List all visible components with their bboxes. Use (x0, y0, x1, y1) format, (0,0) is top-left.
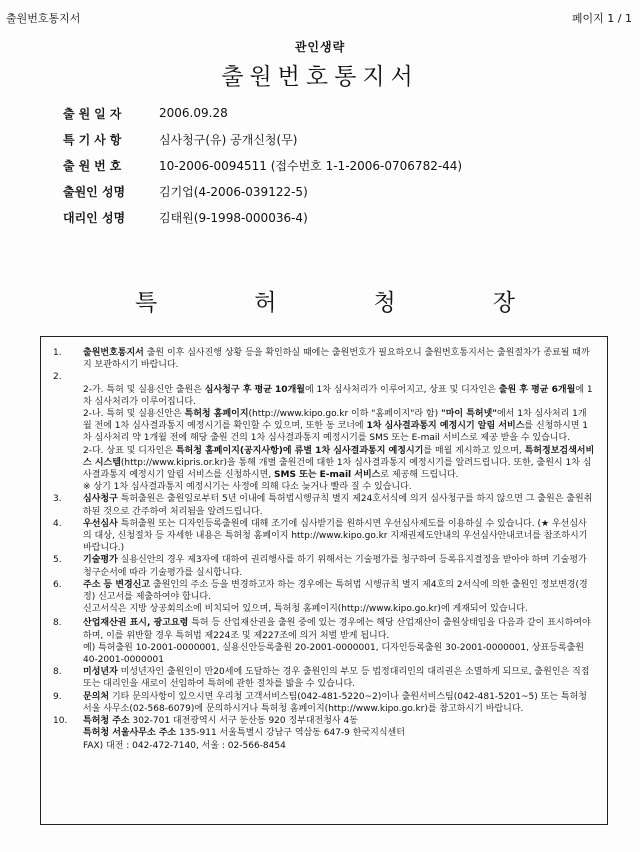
field-value: 10-2006-0094511 (접수번호 1-1-2006-0706782-44) (159, 158, 463, 173)
item-text: 출원 이후 심사진행 상황 등을 확인하실 때에는 출원번호가 필요하오니 출원번호통지서는 출원절차가 종료될 때까지 보관하시기 바랍니다. (83, 348, 590, 371)
notice-item (53, 666, 595, 690)
item-number: 10. (53, 716, 68, 727)
item-text: 신고서식은 지방 상공회의소에 비치되어 있으며, 특허청 홈페이지(http://www.kipo.go.kr)에 게재되어 있습니다. (83, 604, 528, 615)
notice-item (53, 715, 595, 752)
item-text: 로 제공해 드립니다. (380, 470, 459, 481)
document-title: 출원번호통지서 (221, 64, 419, 90)
field-row-agent (63, 204, 603, 230)
item-text: 미성년자인 출원인이 만20세에 도달하는 경우 출원인의 부모 등 법정대리인의 대리권은 소멸하게 되므로, 출원인은 직접 또는 대리인을 새로이 선임하여 특허에 관한 절차를 밟을 수 있습니다. (83, 667, 590, 690)
field-label: 출원번호 (63, 158, 126, 173)
item-text: 2-다. 상표 및 디자인은 (83, 445, 176, 456)
seal-omitted-label: 관인생략 (294, 40, 346, 54)
item-heading: 주소 등 변경신고 (83, 579, 151, 590)
field-value: 심사청구(유) 공개신청(무) (159, 132, 298, 147)
field-label: 특기사항 (63, 132, 126, 147)
item-emphasis: 특허청 홈페이지(공지사항)에 류별 1차 심사결과통지 예정시기 (175, 445, 424, 456)
item-text: (http://www.kipo.go.kr 이하 "홈페이지"라 함) (248, 409, 441, 420)
item-text: 에 1차 심사처리가 이루어지고, 상표 및 디자인은 (304, 384, 499, 395)
field-row-application-number (63, 152, 603, 178)
item-emphasis: SMS 또는 E-mail 서비스 (274, 470, 381, 481)
item-heading: 특허청 주소 (83, 716, 130, 727)
item-emphasis: 1차 심사결과통지 예정시기 알림 서비스 (366, 421, 525, 432)
item-emphasis: "마이 특허넷" (441, 409, 497, 420)
item-number: 9. (53, 691, 62, 702)
issuer-char: 청 (373, 290, 396, 316)
notice-item (53, 371, 595, 493)
issuer-signature (135, 284, 515, 317)
item-text: 특허출원은 출원일로부터 5년 이내에 특허법시행규칙 별지 제24호서식에 의거 심사청구를 하지 않으면 그 출원은 출원취하된 것으로 간주하여 처리됨을 알려드립니다. (83, 494, 593, 517)
item-text: 2-가. 특허 및 실용신안 출원은 (83, 384, 205, 395)
item-number: 3. (53, 494, 62, 505)
notice-item (53, 518, 595, 555)
item-heading: 문의처 (83, 691, 110, 702)
field-label: 출원일자 (63, 106, 126, 121)
field-value: 2006.09.28 (159, 106, 228, 120)
item-heading: 산업재산권 표시, 광고요령 (83, 618, 189, 629)
item-text: 에서 1차 심사처리 1개월 전에 1차 심사결과통지 예정시기를 확인할 수 있으며, 또한 동 코너에 (83, 409, 587, 432)
notice-box (40, 336, 608, 825)
item-number: 1. (53, 348, 62, 358)
item-text: 특허 등 산업재산권을 출원 중에 있는 경우에는 해당 산업재산이 출원상태임을 다음과 같이 표시하여야 하며, 이를 위반할 경우 특허법 제224조 및 제227조에 의거 처벌 받게 됩니다. (83, 618, 591, 641)
item-text: 를 매월 게시하고 있으며, (423, 445, 525, 456)
top-bar (6, 10, 632, 26)
application-fields (63, 100, 603, 230)
item-heading: 미성년자 (83, 667, 118, 678)
field-row-special-notes (63, 126, 603, 152)
item-number: 8. (53, 618, 62, 629)
item-emphasis: 심사청구 후 평균 10개월 (204, 384, 305, 395)
item-emphasis: 특허정보검색서비스 시스템 (83, 445, 595, 468)
field-row-applicant (63, 178, 603, 204)
notice-item (53, 554, 595, 578)
notice-item (53, 579, 595, 616)
item-emphasis: 특허청 홈페이지 (184, 409, 249, 420)
notice-item (53, 617, 595, 666)
field-label: 출원인 성명 (63, 184, 126, 199)
item-number: 4. (53, 518, 62, 529)
item-number: 2. (53, 372, 62, 383)
item-text: 실용신안의 경우 제3자에 대하여 권리행사를 하기 위해서는 기술평가를 청구하여 등록유지결정을 받아야 하며 기술평가청구순서에 따라 기술평가를 실시합니다. (83, 555, 587, 578)
item-text: 특허출원 또는 디자인등록출원에 대해 조기에 심사받기를 원하시면 우선심사제도를 이용하실 수 있습니다. (★ 우선심사의 대상, 신청절차 등 자세한 내용은 특허청 홈페이지 http://www.kipo.go.kr 지재권제도안내의 우선심사안내코너를 참조하시기 바랍니다.) (83, 518, 588, 554)
item-emphasis: 출원 후 평균 6개월 (498, 384, 576, 395)
field-row-filing-date (63, 100, 603, 126)
item-heading: 우선심사 (83, 518, 118, 529)
item-text: 기타 문의사항이 있으시면 우리청 고객서비스팀(042-481-5220~2)이나 출원서비스팀(042-481-5201~5) 또는 특허청 서울 사무소(02-568-6079)에 문의하시거나 특허청 홈페이지(http://www.kipo.go.kr)를 참고하시기 바랍니다. (83, 691, 587, 714)
notice-item (53, 691, 595, 715)
item-heading: 출원번호통지서 (83, 348, 144, 358)
item-text: 출원인의 주소 등을 변경하고자 하는 경우에는 특허법 시행규칙 별지 제4호의 2서식에 의한 출원인 정보변경(경정) 신고서를 제출하여야 합니다. (83, 579, 588, 603)
issuer-char: 특 (135, 290, 158, 316)
item-text: 135-911 서울특별시 강남구 역삼동 647-9 한국지식센터 (176, 728, 405, 739)
item-example: 예) 특허출원 10-2001-0000001, 실용신안등록출원 20-2001-0000001, 디자인등록출원 30-2001-0000001, 상표등록출원 40-2001-0000001 (83, 642, 584, 666)
item-number: 8. (53, 667, 62, 678)
notice-item (53, 347, 595, 371)
item-text: FAX) 대전 : 042-472-7140, 서울 : 02-566-8454 (83, 740, 286, 751)
notice-item (53, 493, 595, 517)
issuer-char: 장 (492, 290, 515, 316)
issuer-char: 허 (254, 290, 277, 316)
field-value: 김태원(9-1998-000036-4) (159, 210, 308, 225)
item-note: ※ 상기 1차 심사결과통지 예정시기는 사정에 의해 다소 늦거나 빨라 질 수 있습니다. (83, 482, 412, 493)
item-text: 2-나. 특허 및 실용신안은 (83, 409, 185, 420)
item-text: 302-701 대전광역시 서구 둔산동 920 정부대전청사 4동 (129, 716, 358, 727)
item-text: 를 신청하시면 1차 심사처리 약 1개월 전에 해당 출원 건의 1차 심사결과통지 예정시기를 SMS 또는 E-mail 서비스로 제공 받을 수 있습니다. (83, 421, 589, 444)
item-heading: 심사청구 (83, 494, 118, 505)
document-name: 출원번호통지서 (6, 12, 81, 25)
item-text: (http://www.kipris.or.kr)을 통해 개별 출원건에 대한 1차 심사결과통지 예정시기를 알려드립니다. 또한, 출원시 1차 심사결과통지 예정시기 알림 서비스를 신청하시면, (83, 457, 592, 481)
field-value: 김기업(4-2006-039122-5) (159, 184, 308, 199)
item-number: 6. (53, 579, 62, 590)
field-label: 대리인 성명 (63, 210, 126, 225)
item-heading: 특허청 서울사무소 주소 (83, 728, 177, 739)
item-heading: 기술평가 (83, 555, 118, 566)
page-number: 페이지 1 / 1 (571, 12, 632, 25)
item-text: 에 1차 심사처리가 이루어집니다. (83, 384, 593, 407)
item-number: 5. (53, 555, 62, 566)
